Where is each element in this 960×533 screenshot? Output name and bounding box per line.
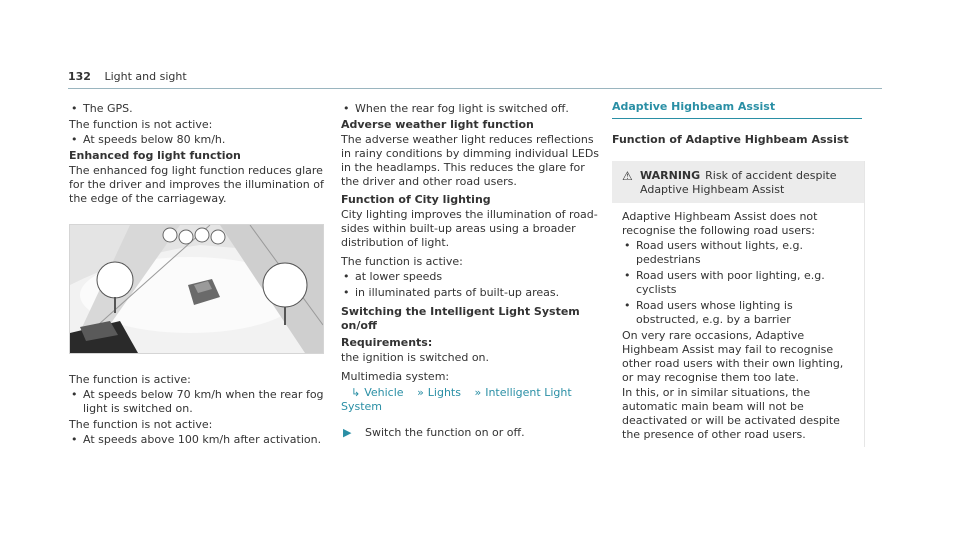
menu-intelligent-light-system[interactable]: Intelligent Light System — [341, 386, 572, 413]
header-rule — [68, 88, 882, 89]
column-2: • When the rear fog light is switched off. Adverse weather light function The adverse weather light reduces reflections in rainy conditions by dimming individual LEDs in the headlamps. This reduces the glare for the driver and other road users. Function of City lighting City lighting improves the illumination of road-sides within built-up areas using a broader distribution of light. The function is active: • at lower speeds • in illuminated parts of built-up areas. Switching the Intelligent Light System on/off Requirements: the ignition is switched on. Multimedia system: ↳ Vehicle » Lights » Intelligent Light System ▶ Switch the function on or off. — [341, 101, 603, 440]
requirements-heading: Requirements: — [341, 336, 433, 349]
list-item: • Road users without lights, e.g. pedestrians — [624, 239, 804, 266]
adverse-weather-heading: Adverse weather light function — [341, 118, 534, 131]
menu-lights[interactable]: Lights — [427, 386, 461, 399]
page-number: 132 — [68, 70, 91, 83]
warning-triangle-icon: ⚠ — [622, 169, 633, 183]
list-item: • At speeds below 70 km/h when the rear fog light is switched on. — [71, 388, 324, 415]
warning-label: WARNING — [640, 169, 701, 182]
list-item: • The GPS. — [71, 102, 133, 115]
switching-heading: Switching the Intelligent Light System on/off — [341, 305, 580, 332]
column-3 — [612, 101, 864, 447]
list-item: • Road users with poor lighting, e.g. cyclists — [624, 269, 825, 296]
warning-box — [612, 161, 865, 447]
menu-vehicle[interactable]: Vehicle — [364, 386, 404, 399]
list-item: • At speeds below 80 km/h. — [71, 133, 226, 146]
menu-path-arrow-icon: ↳ — [351, 386, 361, 399]
warning-title: Risk of accident despite Adaptive Highbeam Assist — [640, 169, 837, 196]
list-item: • at lower speeds — [343, 270, 443, 283]
fog-light-illustration — [69, 224, 324, 354]
page-title: Light and sight — [104, 70, 187, 83]
section-title: Adaptive Highbeam Assist — [612, 100, 862, 119]
double-chevron-icon: » — [417, 386, 424, 399]
list-item: • Road users whose lighting is obstructed, e.g. by a barrier — [624, 299, 793, 326]
list-item: • At speeds above 100 km/h after activation. — [71, 433, 322, 446]
action-step: ▶ Switch the function on or off. — [343, 426, 525, 439]
column-1: • The GPS. The function is not active: • At speeds below 80 km/h. Enhanced fog light function The enhanced fog light function reduces glare for the driver and improves the illumination of the edge of the carriageway. The function is active: • At speeds below 70 km/h when the rear fog light is switched on. The function is not active: • At speeds above 100 km/h after activation. — [69, 102, 324, 446]
city-lighting-heading: Function of City lighting — [341, 193, 491, 206]
section-subheading: Function of Adaptive Highbeam Assist — [612, 133, 849, 146]
action-triangle-icon: ▶ — [343, 426, 352, 439]
page-header — [68, 70, 882, 83]
menu-path — [341, 386, 603, 414]
list-item: • When the rear fog light is switched off. — [343, 102, 569, 115]
enhanced-fog-heading: Enhanced fog light function — [69, 149, 241, 162]
list-item: • in illuminated parts of built-up areas. — [343, 286, 560, 299]
double-chevron-icon: » — [474, 386, 482, 399]
warning-header — [612, 161, 864, 203]
warning-body: Adaptive Highbeam Assist does not recognise the following road users: • Road users without lights, e.g. pedestrians • Road users with poor lighting, e.g. cyclists • Road users whose lighting is obstructed, e.g. by a barrier On very rare occasions, Adaptive Highbeam Assist may fail to recognise other road users with their own lighting, or may recognise them too late. In this, or in similar situations, the automatic main beam will not be deactivated or will be activated despite the presence of other road users. — [612, 203, 864, 447]
